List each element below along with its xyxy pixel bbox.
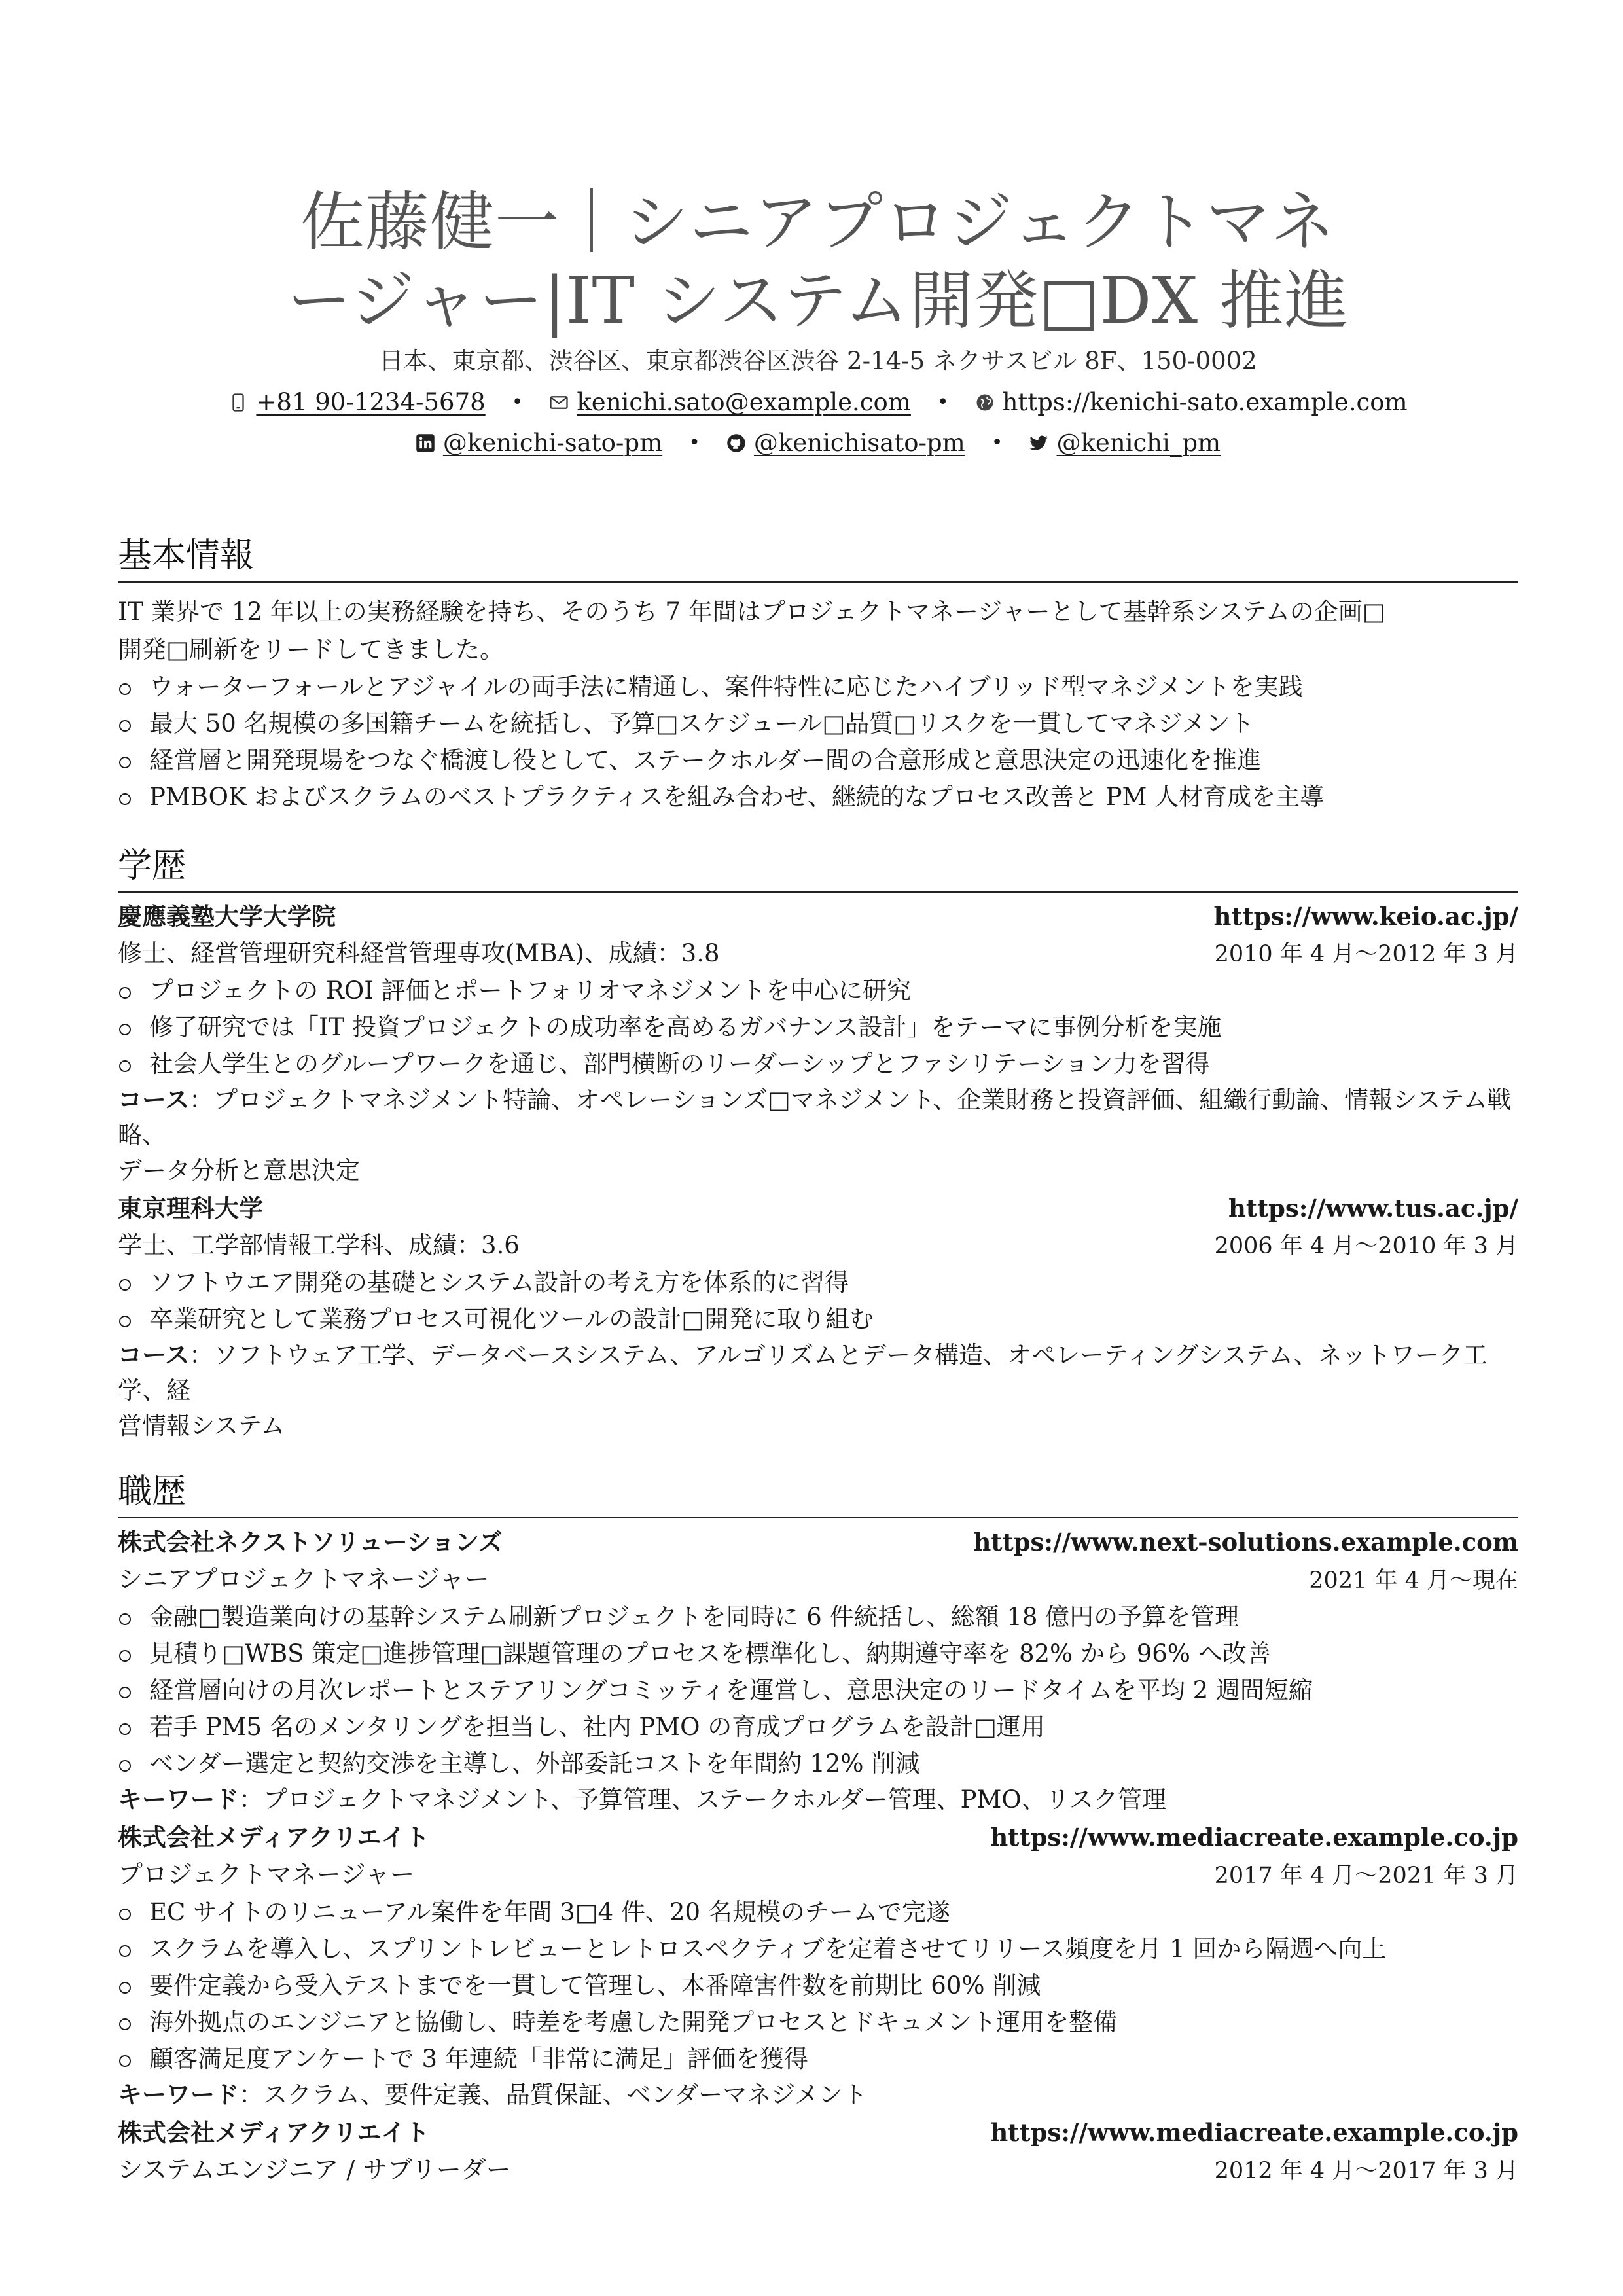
school-name: 東京理科大学 <box>118 1194 263 1223</box>
phone-contact[interactable] <box>228 382 485 423</box>
keywords-text: ：プロジェクトマネジメント、予算管理、ステークホルダー管理、PMO、リスク管理 <box>239 1785 1166 1814</box>
experience-entry <box>118 1819 1518 2113</box>
degree: 学士、工学部情報工学科、成績：3.6 <box>118 1231 520 1259</box>
courses-text-line1: ：ソフトウェア工学、データベースシステム、アルゴリズムとデータ構造、オペレーティングシステム、ネットワーク工学、経 <box>118 1341 1488 1405</box>
entry-subheader <box>118 2151 1518 2189</box>
list-item <box>118 706 1518 742</box>
name-title <box>118 183 1518 340</box>
twitter-bird-icon <box>1029 433 1048 453</box>
list-item-text: 経営層向けの月次レポートとステアリングコミッティを運営し、意思決定のリードタイムを平均 2 週間短縮 <box>149 1676 1313 1704</box>
list-item <box>118 669 1518 706</box>
job-role: システムエンジニア / サブリーダー <box>118 2155 511 2184</box>
website-value[interactable]: https://kenichi-sato.example.com <box>1002 388 1408 416</box>
twitter-value[interactable]: @kenichi_pm <box>1056 429 1221 457</box>
entry-header <box>118 1819 1518 1856</box>
entry-header <box>118 1190 1518 1227</box>
list-item <box>118 742 1518 779</box>
bullet-circle-icon <box>119 1279 131 1291</box>
keywords-text: ：スクラム、要件定義、品質保証、ベンダーマネジメント <box>239 2081 868 2109</box>
keywords-label: キーワード <box>118 1785 239 1814</box>
separator-dot: • <box>511 391 524 414</box>
section-heading-experience: 職歴 <box>118 1470 1518 1518</box>
email-contact[interactable] <box>549 382 910 423</box>
bullet-circle-icon <box>119 1060 131 1072</box>
keywords <box>118 2077 1518 2113</box>
school-name: 慶應義塾大学大学院 <box>118 903 336 931</box>
keywords-label: キーワード <box>118 2081 239 2109</box>
list-item <box>118 2041 1518 2077</box>
list-item-text: 要件定義から受入テストまでを一貫して管理し、本番障害件数を前期比 60% 削減 <box>149 1971 1041 2000</box>
linkedin-contact[interactable] <box>416 423 662 463</box>
list-item-text: 最大 50 名規模の多国籍チームを統括し、予算□スケジュール□品質□リスクを一貫してマネジメント <box>149 709 1255 738</box>
phone-icon <box>228 393 248 412</box>
list-item-text: EC サイトのリニューアル案件を年間 3□4 件、20 名規模のチームで完遂 <box>149 1898 950 1926</box>
list-item-text: 見積り□WBS 策定□進捗管理□課題管理のプロセスを標準化し、納期遵守率を 82% から 96% へ改善 <box>149 1640 1271 1668</box>
date-range: 2021 年 4 月〜現在 <box>1309 1568 1518 1594</box>
list-item <box>118 1672 1518 1709</box>
job-role: プロジェクトマネージャー <box>118 1860 415 1889</box>
phone-value[interactable]: +81 90-1234-5678 <box>256 388 486 416</box>
entry-subheader <box>118 935 1518 973</box>
linkedin-icon <box>416 433 435 453</box>
section-heading-summary: 基本情報 <box>118 534 1518 583</box>
bullet-circle-icon <box>119 1613 131 1625</box>
contact-line-2 <box>118 423 1518 463</box>
list-item-text: スクラムを導入し、スプリントレビューとレトロスペクティブを定着させてリリース頻度を月 1 回から隔週へ向上 <box>149 1935 1387 1963</box>
globe-icon <box>975 393 995 412</box>
date-range: 2010 年 4 月〜2012 年 3 月 <box>1214 941 1518 967</box>
company-name: 株式会社メディアクリエイト <box>118 1823 430 1852</box>
list-item <box>118 1599 1518 1636</box>
courses-text-line1: ：プロジェクトマネジメント特論、オペレーションズ□マネジメント、企業財務と投資評価、組織行動論、情報システム戦略、 <box>118 1086 1512 1149</box>
separator-dot: • <box>991 431 1003 454</box>
github-contact[interactable] <box>726 423 965 463</box>
entry-header <box>118 2114 1518 2151</box>
name-title-line1: 佐藤健一｜シニアプロジェクトマネ <box>300 185 1336 260</box>
courses-text-line2: データ分析と意思決定 <box>118 1157 360 1185</box>
website-contact[interactable] <box>975 382 1408 423</box>
company-url[interactable]: https://www.mediacreate.example.co.jp <box>990 1823 1518 1852</box>
experience-entry <box>118 2114 1518 2189</box>
email-value[interactable]: kenichi.sato@example.com <box>577 388 911 416</box>
bullet-circle-icon <box>119 2055 131 2067</box>
bullet-circle-icon <box>119 1024 131 1035</box>
twitter-contact[interactable] <box>1029 423 1221 463</box>
entry-subheader <box>118 1561 1518 1599</box>
keywords <box>118 1782 1518 1818</box>
education-entry <box>118 898 1518 1189</box>
linkedin-value[interactable]: @kenichi-sato-pm <box>442 429 663 457</box>
list-item-text: 経営層と開発現場をつなぐ橋渡し役として、ステークホルダー間の合意形成と意思決定の迅速化を推進 <box>149 746 1262 774</box>
summary-section <box>118 534 1518 816</box>
entry-subheader <box>118 1227 1518 1265</box>
list-item <box>118 973 1518 1009</box>
bullet-circle-icon <box>119 1909 131 1920</box>
courses <box>118 1338 1518 1444</box>
list-item-text: 海外拠点のエンジニアと協働し、時差を考慮した開発プロセスとドキュメント運用を整備 <box>149 2008 1118 2036</box>
bullet-circle-icon <box>119 720 131 732</box>
summary-text-line2: 開発□刷新をリードしてきました。 <box>118 636 504 664</box>
company-name: 株式会社メディアクリエイト <box>118 2119 430 2147</box>
bullet-circle-icon <box>119 793 131 805</box>
education-bullets <box>118 1265 1518 1338</box>
date-range: 2012 年 4 月〜2017 年 3 月 <box>1214 2158 1518 2184</box>
bullet-circle-icon <box>119 757 131 768</box>
experience-bullets <box>118 1894 1518 2077</box>
resume-header <box>118 183 1518 463</box>
name-title-line2: ージャー|IT システム開発□DX 推進 <box>287 264 1349 338</box>
section-heading-education: 学歴 <box>118 844 1518 893</box>
company-url[interactable]: https://www.mediacreate.example.co.jp <box>990 2118 1518 2147</box>
bullet-circle-icon <box>119 1687 131 1698</box>
bullet-circle-icon <box>119 987 131 999</box>
date-range: 2017 年 4 月〜2021 年 3 月 <box>1214 1863 1518 1889</box>
envelope-icon <box>549 393 569 412</box>
bullet-circle-icon <box>119 1723 131 1735</box>
date-range: 2006 年 4 月〜2010 年 3 月 <box>1214 1233 1518 1259</box>
school-url[interactable]: https://www.tus.ac.jp/ <box>1228 1194 1518 1223</box>
address: 日本、東京都、渋谷区、東京都渋谷区渋谷 2-14-5 ネクサスビル 8F、150-0002 <box>379 347 1257 375</box>
list-item <box>118 1636 1518 1672</box>
summary-text <box>118 593 1518 669</box>
resume-page <box>118 183 1518 2189</box>
list-item-text: ソフトウエア開発の基礎とシステム設計の考え方を体系的に習得 <box>149 1268 849 1297</box>
list-item <box>118 779 1518 816</box>
bullet-circle-icon <box>119 1945 131 1957</box>
experience-entry <box>118 1524 1518 1818</box>
bullet-circle-icon <box>119 1982 131 1994</box>
list-item <box>118 1046 1518 1083</box>
bullet-circle-icon <box>119 1760 131 1772</box>
summary-text-line1: IT 業界で 12 年以上の実務経験を持ち、そのうち 7 年間はプロジェクトマネージャーとして基幹系システムの企画□ <box>118 598 1385 626</box>
entry-header <box>118 1524 1518 1561</box>
courses-label: コース <box>118 1086 190 1114</box>
job-role: シニアプロジェクトマネージャー <box>118 1565 490 1594</box>
list-item <box>118 1967 1518 2004</box>
list-item-text: ウォーターフォールとアジャイルの両手法に精通し、案件特性に応じたハイブリッド型マネジメントを実践 <box>149 673 1303 701</box>
education-bullets <box>118 973 1518 1083</box>
list-item-text: ベンダー選定と契約交渉を主導し、外部委託コストを年間約 12% 削減 <box>149 1749 920 1778</box>
bullet-circle-icon <box>119 2018 131 2030</box>
experience-bullets <box>118 1599 1518 1782</box>
list-item <box>118 1746 1518 1782</box>
separator-dot: • <box>688 431 700 454</box>
entry-header <box>118 898 1518 935</box>
github-icon <box>726 433 746 453</box>
list-item-text: 顧客満足度アンケートで 3 年連続「非常に満足」評価を獲得 <box>149 2045 808 2073</box>
bullet-circle-icon <box>119 1316 131 1327</box>
list-item-text: 卒業研究として業務プロセス可視化ツールの設計□開発に取り組む <box>149 1305 874 1333</box>
list-item <box>118 1009 1518 1046</box>
separator-dot: • <box>936 391 949 414</box>
experience-section <box>118 1470 1518 2189</box>
courses-label: コース <box>118 1341 190 1369</box>
courses <box>118 1083 1518 1189</box>
list-item-text: プロジェクトの ROI 評価とポートフォリオマネジメントを中心に研究 <box>149 977 912 1005</box>
list-item <box>118 1894 1518 1931</box>
list-item <box>118 2004 1518 2041</box>
list-item-text: 修了研究では「IT 投資プロジェクトの成功率を高めるガバナンス設計」をテーマに事例分析を実施 <box>149 1013 1222 1041</box>
github-value[interactable]: @kenichisato-pm <box>753 429 965 457</box>
courses-text-line2: 営情報システム <box>118 1412 285 1440</box>
list-item <box>118 1265 1518 1301</box>
school-url[interactable]: https://www.keio.ac.jp/ <box>1213 902 1518 931</box>
bullet-circle-icon <box>119 683 131 695</box>
summary-bullets <box>118 669 1518 816</box>
list-item-text: 社会人学生とのグループワークを通じ、部門横断のリーダーシップとファシリテーション力を習得 <box>149 1050 1210 1078</box>
entry-subheader <box>118 1856 1518 1894</box>
education-section <box>118 844 1518 1444</box>
company-name: 株式会社ネクストソリューションズ <box>118 1528 503 1556</box>
list-item-text: 金融□製造業向けの基幹システム刷新プロジェクトを同時に 6 件統括し、総額 18 億円の予算を管理 <box>149 1603 1240 1631</box>
list-item <box>118 1931 1518 1967</box>
company-url[interactable]: https://www.next-solutions.example.com <box>973 1528 1518 1556</box>
education-entry <box>118 1190 1518 1444</box>
degree: 修士、経営管理研究科経営管理専攻(MBA)、成績：3.8 <box>118 939 720 967</box>
list-item-text: PMBOK およびスクラムのベストプラクティスを組み合わせ、継続的なプロセス改善と PM 人材育成を主導 <box>149 783 1325 811</box>
list-item <box>118 1709 1518 1746</box>
contact-line-1 <box>118 382 1518 423</box>
list-item <box>118 1301 1518 1338</box>
list-item-text: 若手 PM5 名のメンタリングを担当し、社内 PMO の育成プログラムを設計□運用 <box>149 1713 1045 1741</box>
bullet-circle-icon <box>119 1650 131 1662</box>
